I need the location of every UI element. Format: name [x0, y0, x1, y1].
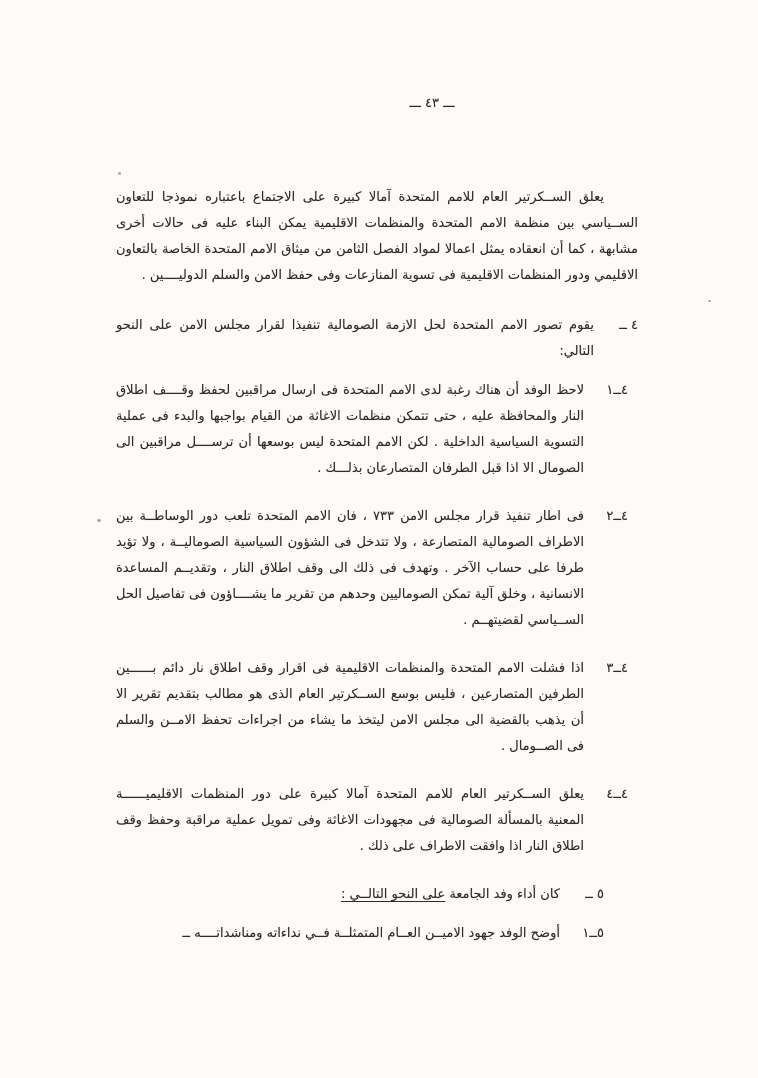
scan-speckle — [118, 172, 121, 175]
item-4-2-text: فى اطار تنفيذ قرار مجلس الامن ٧٣٣ ، فان الامم المتحدة تلعب دور الوساطــة بين الاطراف الصومالية المتصارعة ، ولا تتدخل فى الشؤون السياسية الصوماليــة ، ولا تؤيد طرفا على حساب الآخر . وتهدف فى ذلك الى وقف اطلاق النار ، وتقديــم المساعدة الانسانية ، وخلق آلية تمكن الصوماليين وحدهم من تقرير ما يشــــاؤون فى تفاصيل الحل الســياسي لقضيتهــم . — [116, 509, 584, 628]
item-5-1 — [116, 921, 638, 947]
item-5-1-marker: ٥ــ١ — [582, 926, 604, 941]
item-4-4-marker: ٤ــ٤ — [606, 787, 628, 802]
item-4-1-text: لاحظ الوفد أن هناك رغبة لدى الامم المتحدة فى ارسال مراقبين لحفظ وقــــف اطلاق النار والمحافظة عليه ، حتى تتمكن منظمات الاغاثة من القيام بواجبها والبدء فى عملية التسوية السياسية الداخلية . لكن الامم المتحدة ليس بوسعها أن ترســــل مراقبين الى الصومال الا اذا قبل الطرفان المتصارعان بذلـــك . — [116, 383, 584, 476]
section-5-marker: ٥ ــ — [585, 887, 604, 902]
scan-speckle — [97, 519, 101, 522]
item-4-3 — [116, 656, 638, 760]
scan-speckle — [708, 300, 711, 302]
page-number: ـــ ٤٣ ـــ — [409, 96, 455, 111]
item-4-4-text: يعلق الســكرتير العام للامم المتحدة آمالا كبيرة على دور المنظمات الاقليميــــــة المعنية بالمسألة الصومالية فى مجهودات الاغاثة وفى تمويل عملية مراقبة وحفظ وقف اطلاق النار اذا وافقت الاطراف على ذلك . — [116, 787, 584, 854]
section-5-heading — [116, 882, 638, 908]
item-4-2 — [116, 504, 638, 634]
item-4-1-marker: ٤ــ١ — [606, 383, 628, 398]
item-4-2-marker: ٤ــ٢ — [606, 509, 628, 524]
section-5-heading-lead: كان أداء وفد الجامعة — [445, 887, 560, 902]
section-5-heading-underlined: على النحو التالــي : — [341, 887, 446, 902]
section-4-heading — [116, 313, 638, 365]
item-5-1-text: أوضح الوفد جهود الاميــن العــام المتمثلــة فــي نداءاته ومناشداتــــه ــ — [182, 926, 560, 941]
item-4-4 — [116, 782, 638, 860]
section-4-marker: ٤ ــ — [619, 318, 638, 333]
item-4-1 — [116, 378, 638, 482]
item-4-3-text: اذا فشلت الامم المتحدة والمنظمات الاقليمية فى اقرار وقف اطلاق نار دائم بــــــين الطرفين المتصارعين ، فليس بوسع الســكرتير العام الذى هو مطالب بتقديم تقرير الا أن يذهب بالقضية الى مجلس الامن ليتخذ ما يشاء من اجراءات تحفظ الامــن والسلم فى الصــومال . — [116, 661, 584, 754]
section-5-heading-text — [116, 882, 560, 908]
item-4-3-marker: ٤ــ٣ — [606, 661, 628, 676]
section-4-heading-text: يقوم تصور الامم المتحدة لحل الازمة الصومالية تنفيذا لقرار مجلس الامن على النحو التالي: — [116, 318, 594, 359]
intro-paragraph: يعلق الســكرتير العام للامم المتحدة آمالا كبيرة على الاجتماع باعتباره نموذجا للتعاون الســياسي بين منظمة الامم المتحدة والمنظمات الاقليمية يمكن البناء عليه فى حالات أخرى مشابهة ، كما أن انعقاده يمثل اعمالا لمواد الفصل الثامن من ميثاق الامم المتحدة الخاصة بالتعاون الاقليمي ودور المنظمات الاقليمية فى تسوية المنازعات وفى حفظ الامن والسلم الدوليــــين . — [116, 190, 638, 283]
